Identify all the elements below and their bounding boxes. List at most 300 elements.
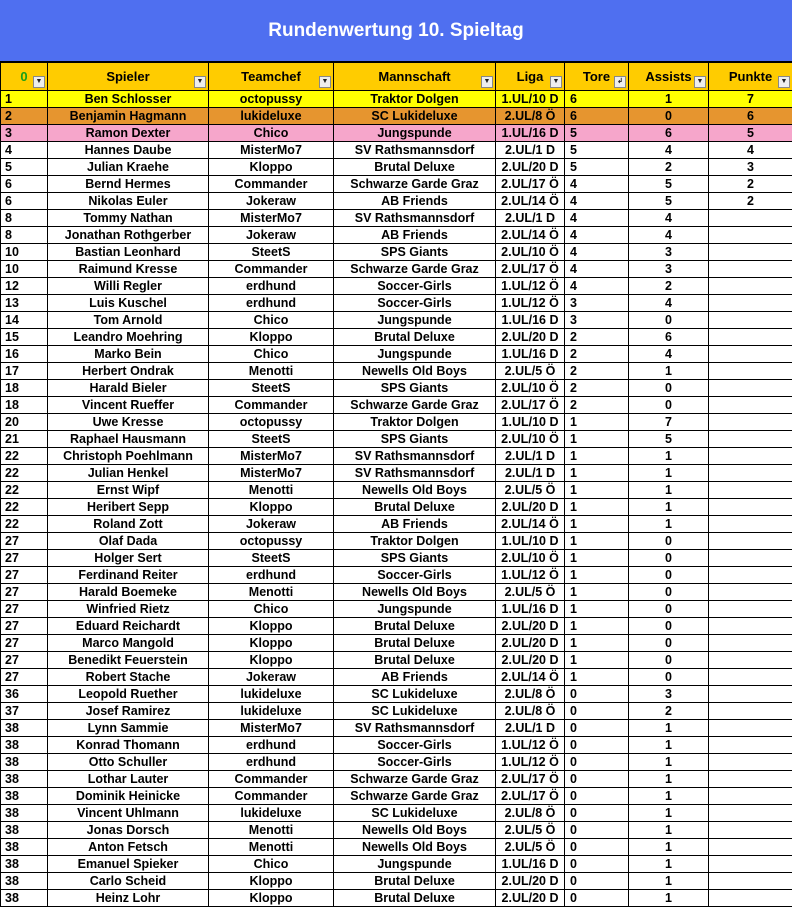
dropdown-arrow-icon[interactable]: ▼ xyxy=(481,76,493,88)
liga-cell[interactable]: 2.UL/1 D xyxy=(496,465,565,482)
spieler-cell[interactable]: Heribert Sepp xyxy=(48,499,209,516)
tore-cell[interactable]: 1 xyxy=(565,414,629,431)
rank-cell[interactable]: 38 xyxy=(1,754,48,771)
rank-cell[interactable]: 38 xyxy=(1,873,48,890)
rank-cell[interactable]: 21 xyxy=(1,431,48,448)
teamchef-cell[interactable]: MisterMo7 xyxy=(209,720,334,737)
spieler-cell[interactable]: Ramon Dexter xyxy=(48,125,209,142)
mannschaft-cell[interactable]: Brutal Deluxe xyxy=(334,873,496,890)
tore-cell[interactable]: 2 xyxy=(565,397,629,414)
liga-cell[interactable]: 2.UL/20 D xyxy=(496,652,565,669)
mannschaft-cell[interactable]: SV Rathsmannsdorf xyxy=(334,465,496,482)
teamchef-cell[interactable]: octopussy xyxy=(209,533,334,550)
liga-cell[interactable]: 2.UL/17 Ö xyxy=(496,788,565,805)
punkte-cell[interactable] xyxy=(709,856,792,873)
mannschaft-cell[interactable]: Traktor Dolgen xyxy=(334,414,496,431)
liga-cell[interactable]: 1.UL/12 Ö xyxy=(496,567,565,584)
tore-cell[interactable]: 0 xyxy=(565,822,629,839)
teamchef-cell[interactable]: lukideluxe xyxy=(209,703,334,720)
assists-cell[interactable]: 0 xyxy=(629,618,709,635)
teamchef-cell[interactable]: Chico xyxy=(209,125,334,142)
spieler-cell[interactable]: Ernst Wipf xyxy=(48,482,209,499)
spieler-cell[interactable]: Bernd Hermes xyxy=(48,176,209,193)
liga-cell[interactable]: 2.UL/10 Ö xyxy=(496,550,565,567)
teamchef-cell[interactable]: Chico xyxy=(209,312,334,329)
punkte-cell[interactable]: 3 xyxy=(709,159,792,176)
col-header-mannschaft[interactable] xyxy=(334,63,496,91)
liga-cell[interactable]: 2.UL/1 D xyxy=(496,142,565,159)
mannschaft-cell[interactable]: Newells Old Boys xyxy=(334,363,496,380)
punkte-cell[interactable] xyxy=(709,414,792,431)
tore-cell[interactable]: 1 xyxy=(565,635,629,652)
assists-cell[interactable]: 1 xyxy=(629,839,709,856)
punkte-cell[interactable]: 2 xyxy=(709,176,792,193)
teamchef-cell[interactable]: Kloppo xyxy=(209,652,334,669)
teamchef-cell[interactable]: erdhund xyxy=(209,567,334,584)
rank-cell[interactable]: 8 xyxy=(1,210,48,227)
teamchef-cell[interactable]: Kloppo xyxy=(209,873,334,890)
punkte-cell[interactable] xyxy=(709,295,792,312)
tore-cell[interactable]: 1 xyxy=(565,584,629,601)
punkte-cell[interactable]: 6 xyxy=(709,108,792,125)
rank-cell[interactable]: 36 xyxy=(1,686,48,703)
rank-cell[interactable]: 27 xyxy=(1,601,48,618)
dropdown-arrow-icon[interactable]: ▼ xyxy=(319,76,331,88)
col-header-punkte[interactable] xyxy=(709,63,792,91)
liga-cell[interactable]: 2.UL/17 Ö xyxy=(496,397,565,414)
tore-cell[interactable]: 4 xyxy=(565,210,629,227)
assists-cell[interactable]: 1 xyxy=(629,363,709,380)
tore-cell[interactable]: 0 xyxy=(565,737,629,754)
spieler-cell[interactable]: Raimund Kresse xyxy=(48,261,209,278)
assists-cell[interactable]: 1 xyxy=(629,890,709,907)
liga-cell[interactable]: 2.UL/10 Ö xyxy=(496,380,565,397)
punkte-cell[interactable] xyxy=(709,839,792,856)
spieler-cell[interactable]: Uwe Kresse xyxy=(48,414,209,431)
teamchef-cell[interactable]: Kloppo xyxy=(209,890,334,907)
spieler-cell[interactable]: Ferdinand Reiter xyxy=(48,567,209,584)
punkte-cell[interactable]: 4 xyxy=(709,142,792,159)
teamchef-cell[interactable]: MisterMo7 xyxy=(209,465,334,482)
assists-cell[interactable]: 4 xyxy=(629,142,709,159)
rank-cell[interactable]: 38 xyxy=(1,822,48,839)
punkte-cell[interactable] xyxy=(709,397,792,414)
liga-cell[interactable]: 2.UL/14 Ö xyxy=(496,669,565,686)
liga-cell[interactable]: 1.UL/12 Ö xyxy=(496,754,565,771)
mannschaft-cell[interactable]: Jungspunde xyxy=(334,601,496,618)
liga-cell[interactable]: 2.UL/8 Ö xyxy=(496,703,565,720)
spieler-cell[interactable]: Benjamin Hagmann xyxy=(48,108,209,125)
rank-cell[interactable]: 5 xyxy=(1,159,48,176)
mannschaft-cell[interactable]: Brutal Deluxe xyxy=(334,618,496,635)
tore-cell[interactable]: 4 xyxy=(565,227,629,244)
assists-cell[interactable]: 4 xyxy=(629,227,709,244)
col-header-spieler[interactable] xyxy=(48,63,209,91)
rank-cell[interactable]: 12 xyxy=(1,278,48,295)
mannschaft-cell[interactable]: Schwarze Garde Graz xyxy=(334,397,496,414)
assists-cell[interactable]: 1 xyxy=(629,91,709,108)
spieler-cell[interactable]: Hannes Daube xyxy=(48,142,209,159)
tore-cell[interactable]: 0 xyxy=(565,771,629,788)
assists-cell[interactable]: 0 xyxy=(629,380,709,397)
spieler-cell[interactable]: Leandro Moehring xyxy=(48,329,209,346)
tore-cell[interactable]: 5 xyxy=(565,159,629,176)
spieler-cell[interactable]: Emanuel Spieker xyxy=(48,856,209,873)
assists-cell[interactable]: 1 xyxy=(629,720,709,737)
punkte-cell[interactable] xyxy=(709,550,792,567)
liga-cell[interactable]: 2.UL/8 Ö xyxy=(496,686,565,703)
liga-cell[interactable]: 1.UL/16 D xyxy=(496,312,565,329)
mannschaft-cell[interactable]: SC Lukideluxe xyxy=(334,703,496,720)
rank-cell[interactable]: 4 xyxy=(1,142,48,159)
teamchef-cell[interactable]: erdhund xyxy=(209,278,334,295)
mannschaft-cell[interactable]: Brutal Deluxe xyxy=(334,652,496,669)
liga-cell[interactable]: 2.UL/5 Ö xyxy=(496,482,565,499)
teamchef-cell[interactable]: erdhund xyxy=(209,754,334,771)
teamchef-cell[interactable]: Kloppo xyxy=(209,499,334,516)
tore-cell[interactable]: 2 xyxy=(565,346,629,363)
assists-cell[interactable]: 4 xyxy=(629,346,709,363)
assists-cell[interactable]: 0 xyxy=(629,533,709,550)
dropdown-arrow-icon[interactable]: ▼ xyxy=(694,76,706,88)
spieler-cell[interactable]: Tom Arnold xyxy=(48,312,209,329)
mannschaft-cell[interactable]: Traktor Dolgen xyxy=(334,91,496,108)
teamchef-cell[interactable]: Jokeraw xyxy=(209,516,334,533)
punkte-cell[interactable] xyxy=(709,210,792,227)
teamchef-cell[interactable]: Kloppo xyxy=(209,635,334,652)
teamchef-cell[interactable]: Jokeraw xyxy=(209,669,334,686)
punkte-cell[interactable] xyxy=(709,805,792,822)
spieler-cell[interactable]: Holger Sert xyxy=(48,550,209,567)
rank-cell[interactable]: 17 xyxy=(1,363,48,380)
assists-cell[interactable]: 0 xyxy=(629,635,709,652)
punkte-cell[interactable] xyxy=(709,669,792,686)
mannschaft-cell[interactable]: SPS Giants xyxy=(334,244,496,261)
punkte-cell[interactable] xyxy=(709,890,792,907)
mannschaft-cell[interactable]: Brutal Deluxe xyxy=(334,890,496,907)
col-header-liga[interactable] xyxy=(496,63,565,91)
assists-cell[interactable]: 2 xyxy=(629,278,709,295)
assists-cell[interactable]: 1 xyxy=(629,771,709,788)
liga-cell[interactable]: 1.UL/12 Ö xyxy=(496,278,565,295)
assists-cell[interactable]: 1 xyxy=(629,465,709,482)
mannschaft-cell[interactable]: Jungspunde xyxy=(334,125,496,142)
col-header-rank[interactable] xyxy=(1,63,48,91)
liga-cell[interactable]: 1.UL/12 Ö xyxy=(496,737,565,754)
spieler-cell[interactable]: Benedikt Feuerstein xyxy=(48,652,209,669)
rank-cell[interactable]: 6 xyxy=(1,193,48,210)
liga-cell[interactable]: 1.UL/10 D xyxy=(496,414,565,431)
mannschaft-cell[interactable]: SPS Giants xyxy=(334,431,496,448)
liga-cell[interactable]: 2.UL/1 D xyxy=(496,448,565,465)
teamchef-cell[interactable]: lukideluxe xyxy=(209,108,334,125)
rank-cell[interactable]: 16 xyxy=(1,346,48,363)
spieler-cell[interactable]: Vincent Uhlmann xyxy=(48,805,209,822)
assists-cell[interactable]: 1 xyxy=(629,754,709,771)
spieler-cell[interactable]: Bastian Leonhard xyxy=(48,244,209,261)
teamchef-cell[interactable]: Commander xyxy=(209,176,334,193)
rank-cell[interactable]: 15 xyxy=(1,329,48,346)
tore-cell[interactable]: 3 xyxy=(565,295,629,312)
liga-cell[interactable]: 2.UL/8 Ö xyxy=(496,805,565,822)
punkte-cell[interactable] xyxy=(709,601,792,618)
rank-cell[interactable]: 38 xyxy=(1,788,48,805)
punkte-cell[interactable] xyxy=(709,363,792,380)
spieler-cell[interactable]: Eduard Reichardt xyxy=(48,618,209,635)
liga-cell[interactable]: 1.UL/16 D xyxy=(496,346,565,363)
teamchef-cell[interactable]: MisterMo7 xyxy=(209,142,334,159)
tore-cell[interactable]: 1 xyxy=(565,550,629,567)
spieler-cell[interactable]: Konrad Thomann xyxy=(48,737,209,754)
assists-cell[interactable]: 2 xyxy=(629,159,709,176)
assists-cell[interactable]: 3 xyxy=(629,261,709,278)
punkte-cell[interactable] xyxy=(709,380,792,397)
tore-cell[interactable]: 0 xyxy=(565,703,629,720)
col-header-tore[interactable] xyxy=(565,63,629,91)
tore-cell[interactable]: 1 xyxy=(565,618,629,635)
punkte-cell[interactable] xyxy=(709,516,792,533)
rank-cell[interactable]: 38 xyxy=(1,771,48,788)
liga-cell[interactable]: 1.UL/12 Ö xyxy=(496,295,565,312)
teamchef-cell[interactable]: Menotti xyxy=(209,363,334,380)
liga-cell[interactable]: 1.UL/16 D xyxy=(496,125,565,142)
dropdown-arrow-icon[interactable]: ▼ xyxy=(778,76,790,88)
spieler-cell[interactable]: Tommy Nathan xyxy=(48,210,209,227)
assists-cell[interactable]: 4 xyxy=(629,210,709,227)
col-header-teamchef[interactable] xyxy=(209,63,334,91)
spieler-cell[interactable]: Marko Bein xyxy=(48,346,209,363)
punkte-cell[interactable] xyxy=(709,584,792,601)
teamchef-cell[interactable]: lukideluxe xyxy=(209,805,334,822)
mannschaft-cell[interactable]: Schwarze Garde Graz xyxy=(334,788,496,805)
mannschaft-cell[interactable]: Newells Old Boys xyxy=(334,482,496,499)
tore-cell[interactable]: 1 xyxy=(565,652,629,669)
spieler-cell[interactable]: Leopold Ruether xyxy=(48,686,209,703)
assists-cell[interactable]: 5 xyxy=(629,176,709,193)
teamchef-cell[interactable]: Kloppo xyxy=(209,329,334,346)
tore-cell[interactable]: 0 xyxy=(565,686,629,703)
assists-cell[interactable]: 3 xyxy=(629,244,709,261)
mannschaft-cell[interactable]: SPS Giants xyxy=(334,550,496,567)
punkte-cell[interactable] xyxy=(709,431,792,448)
mannschaft-cell[interactable]: Brutal Deluxe xyxy=(334,329,496,346)
rank-cell[interactable]: 27 xyxy=(1,533,48,550)
assists-cell[interactable]: 0 xyxy=(629,584,709,601)
tore-cell[interactable]: 1 xyxy=(565,601,629,618)
mannschaft-cell[interactable]: Brutal Deluxe xyxy=(334,159,496,176)
dropdown-arrow-icon[interactable]: ▼ xyxy=(194,76,206,88)
punkte-cell[interactable] xyxy=(709,754,792,771)
teamchef-cell[interactable]: MisterMo7 xyxy=(209,210,334,227)
tore-cell[interactable]: 2 xyxy=(565,329,629,346)
tore-cell[interactable]: 6 xyxy=(565,108,629,125)
assists-cell[interactable]: 5 xyxy=(629,193,709,210)
mannschaft-cell[interactable]: Brutal Deluxe xyxy=(334,499,496,516)
liga-cell[interactable]: 2.UL/1 D xyxy=(496,720,565,737)
rank-cell[interactable]: 10 xyxy=(1,261,48,278)
tore-cell[interactable]: 5 xyxy=(565,125,629,142)
liga-cell[interactable]: 2.UL/14 Ö xyxy=(496,516,565,533)
liga-cell[interactable]: 2.UL/10 Ö xyxy=(496,244,565,261)
teamchef-cell[interactable]: Commander xyxy=(209,397,334,414)
mannschaft-cell[interactable]: Soccer-Girls xyxy=(334,567,496,584)
mannschaft-cell[interactable]: Newells Old Boys xyxy=(334,822,496,839)
tore-cell[interactable]: 4 xyxy=(565,244,629,261)
liga-cell[interactable]: 2.UL/20 D xyxy=(496,329,565,346)
punkte-cell[interactable] xyxy=(709,567,792,584)
liga-cell[interactable]: 2.UL/8 Ö xyxy=(496,108,565,125)
punkte-cell[interactable] xyxy=(709,788,792,805)
mannschaft-cell[interactable]: Schwarze Garde Graz xyxy=(334,771,496,788)
rank-cell[interactable]: 13 xyxy=(1,295,48,312)
mannschaft-cell[interactable]: Jungspunde xyxy=(334,346,496,363)
spieler-cell[interactable]: Heinz Lohr xyxy=(48,890,209,907)
punkte-cell[interactable] xyxy=(709,499,792,516)
mannschaft-cell[interactable]: AB Friends xyxy=(334,227,496,244)
punkte-cell[interactable] xyxy=(709,873,792,890)
assists-cell[interactable]: 1 xyxy=(629,516,709,533)
rank-cell[interactable]: 18 xyxy=(1,380,48,397)
rank-cell[interactable]: 38 xyxy=(1,720,48,737)
punkte-cell[interactable] xyxy=(709,720,792,737)
rank-cell[interactable]: 38 xyxy=(1,890,48,907)
assists-cell[interactable]: 0 xyxy=(629,601,709,618)
mannschaft-cell[interactable]: SPS Giants xyxy=(334,380,496,397)
teamchef-cell[interactable]: Commander xyxy=(209,261,334,278)
rank-cell[interactable]: 27 xyxy=(1,584,48,601)
spieler-cell[interactable]: Otto Schuller xyxy=(48,754,209,771)
rank-cell[interactable]: 14 xyxy=(1,312,48,329)
punkte-cell[interactable] xyxy=(709,635,792,652)
mannschaft-cell[interactable]: Schwarze Garde Graz xyxy=(334,176,496,193)
teamchef-cell[interactable]: Chico xyxy=(209,601,334,618)
assists-cell[interactable]: 3 xyxy=(629,686,709,703)
rank-cell[interactable]: 3 xyxy=(1,125,48,142)
tore-cell[interactable]: 1 xyxy=(565,516,629,533)
mannschaft-cell[interactable]: SV Rathsmannsdorf xyxy=(334,210,496,227)
rank-cell[interactable]: 22 xyxy=(1,465,48,482)
liga-cell[interactable]: 2.UL/17 Ö xyxy=(496,176,565,193)
teamchef-cell[interactable]: Menotti xyxy=(209,482,334,499)
liga-cell[interactable]: 2.UL/20 D xyxy=(496,873,565,890)
punkte-cell[interactable] xyxy=(709,771,792,788)
tore-cell[interactable]: 6 xyxy=(565,91,629,108)
tore-cell[interactable]: 1 xyxy=(565,482,629,499)
assists-cell[interactable]: 0 xyxy=(629,108,709,125)
tore-cell[interactable]: 3 xyxy=(565,312,629,329)
assists-cell[interactable]: 1 xyxy=(629,873,709,890)
punkte-cell[interactable] xyxy=(709,652,792,669)
liga-cell[interactable]: 1.UL/16 D xyxy=(496,601,565,618)
spieler-cell[interactable]: Olaf Dada xyxy=(48,533,209,550)
teamchef-cell[interactable]: SteetS xyxy=(209,550,334,567)
tore-cell[interactable]: 4 xyxy=(565,176,629,193)
tore-cell[interactable]: 0 xyxy=(565,890,629,907)
rank-cell[interactable]: 27 xyxy=(1,550,48,567)
tore-cell[interactable]: 0 xyxy=(565,873,629,890)
assists-cell[interactable]: 0 xyxy=(629,312,709,329)
tore-cell[interactable]: 1 xyxy=(565,567,629,584)
spieler-cell[interactable]: Roland Zott xyxy=(48,516,209,533)
spieler-cell[interactable]: Harald Bieler xyxy=(48,380,209,397)
tore-cell[interactable]: 1 xyxy=(565,448,629,465)
punkte-cell[interactable] xyxy=(709,261,792,278)
teamchef-cell[interactable]: Menotti xyxy=(209,839,334,856)
rank-cell[interactable]: 22 xyxy=(1,482,48,499)
mannschaft-cell[interactable]: Newells Old Boys xyxy=(334,839,496,856)
rank-cell[interactable]: 27 xyxy=(1,618,48,635)
tore-cell[interactable]: 1 xyxy=(565,669,629,686)
punkte-cell[interactable] xyxy=(709,465,792,482)
assists-cell[interactable]: 1 xyxy=(629,499,709,516)
punkte-cell[interactable] xyxy=(709,448,792,465)
rank-cell[interactable]: 27 xyxy=(1,635,48,652)
punkte-cell[interactable] xyxy=(709,482,792,499)
tore-cell[interactable]: 4 xyxy=(565,193,629,210)
rank-cell[interactable]: 22 xyxy=(1,448,48,465)
mannschaft-cell[interactable]: Brutal Deluxe xyxy=(334,635,496,652)
punkte-cell[interactable] xyxy=(709,703,792,720)
punkte-cell[interactable]: 2 xyxy=(709,193,792,210)
col-header-assists[interactable] xyxy=(629,63,709,91)
tore-cell[interactable]: 2 xyxy=(565,363,629,380)
tore-cell[interactable]: 0 xyxy=(565,805,629,822)
teamchef-cell[interactable]: SteetS xyxy=(209,431,334,448)
rank-cell[interactable]: 38 xyxy=(1,856,48,873)
punkte-cell[interactable] xyxy=(709,822,792,839)
punkte-cell[interactable] xyxy=(709,686,792,703)
tore-cell[interactable]: 0 xyxy=(565,839,629,856)
teamchef-cell[interactable]: erdhund xyxy=(209,737,334,754)
teamchef-cell[interactable]: octopussy xyxy=(209,91,334,108)
mannschaft-cell[interactable]: Soccer-Girls xyxy=(334,754,496,771)
assists-cell[interactable]: 0 xyxy=(629,397,709,414)
liga-cell[interactable]: 2.UL/20 D xyxy=(496,635,565,652)
rank-cell[interactable]: 38 xyxy=(1,839,48,856)
mannschaft-cell[interactable]: Soccer-Girls xyxy=(334,295,496,312)
assists-cell[interactable]: 0 xyxy=(629,550,709,567)
liga-cell[interactable]: 2.UL/20 D xyxy=(496,159,565,176)
spieler-cell[interactable]: Harald Boemeke xyxy=(48,584,209,601)
teamchef-cell[interactable]: Chico xyxy=(209,346,334,363)
tore-cell[interactable]: 0 xyxy=(565,754,629,771)
rank-cell[interactable]: 38 xyxy=(1,737,48,754)
rank-cell[interactable]: 2 xyxy=(1,108,48,125)
teamchef-cell[interactable]: Commander xyxy=(209,788,334,805)
liga-cell[interactable]: 2.UL/5 Ö xyxy=(496,584,565,601)
punkte-cell[interactable] xyxy=(709,278,792,295)
punkte-cell[interactable]: 7 xyxy=(709,91,792,108)
rank-cell[interactable]: 22 xyxy=(1,516,48,533)
teamchef-cell[interactable]: Jokeraw xyxy=(209,193,334,210)
teamchef-cell[interactable]: SteetS xyxy=(209,244,334,261)
mannschaft-cell[interactable]: Jungspunde xyxy=(334,312,496,329)
spieler-cell[interactable]: Luis Kuschel xyxy=(48,295,209,312)
assists-cell[interactable]: 2 xyxy=(629,703,709,720)
liga-cell[interactable]: 2.UL/5 Ö xyxy=(496,839,565,856)
tore-cell[interactable]: 1 xyxy=(565,465,629,482)
tore-cell[interactable]: 1 xyxy=(565,499,629,516)
liga-cell[interactable]: 2.UL/17 Ö xyxy=(496,771,565,788)
spieler-cell[interactable]: Herbert Ondrak xyxy=(48,363,209,380)
liga-cell[interactable]: 2.UL/5 Ö xyxy=(496,363,565,380)
mannschaft-cell[interactable]: AB Friends xyxy=(334,193,496,210)
mannschaft-cell[interactable]: AB Friends xyxy=(334,516,496,533)
liga-cell[interactable]: 2.UL/14 Ö xyxy=(496,227,565,244)
teamchef-cell[interactable]: Commander xyxy=(209,771,334,788)
assists-cell[interactable]: 0 xyxy=(629,669,709,686)
spieler-cell[interactable]: Robert Stache xyxy=(48,669,209,686)
